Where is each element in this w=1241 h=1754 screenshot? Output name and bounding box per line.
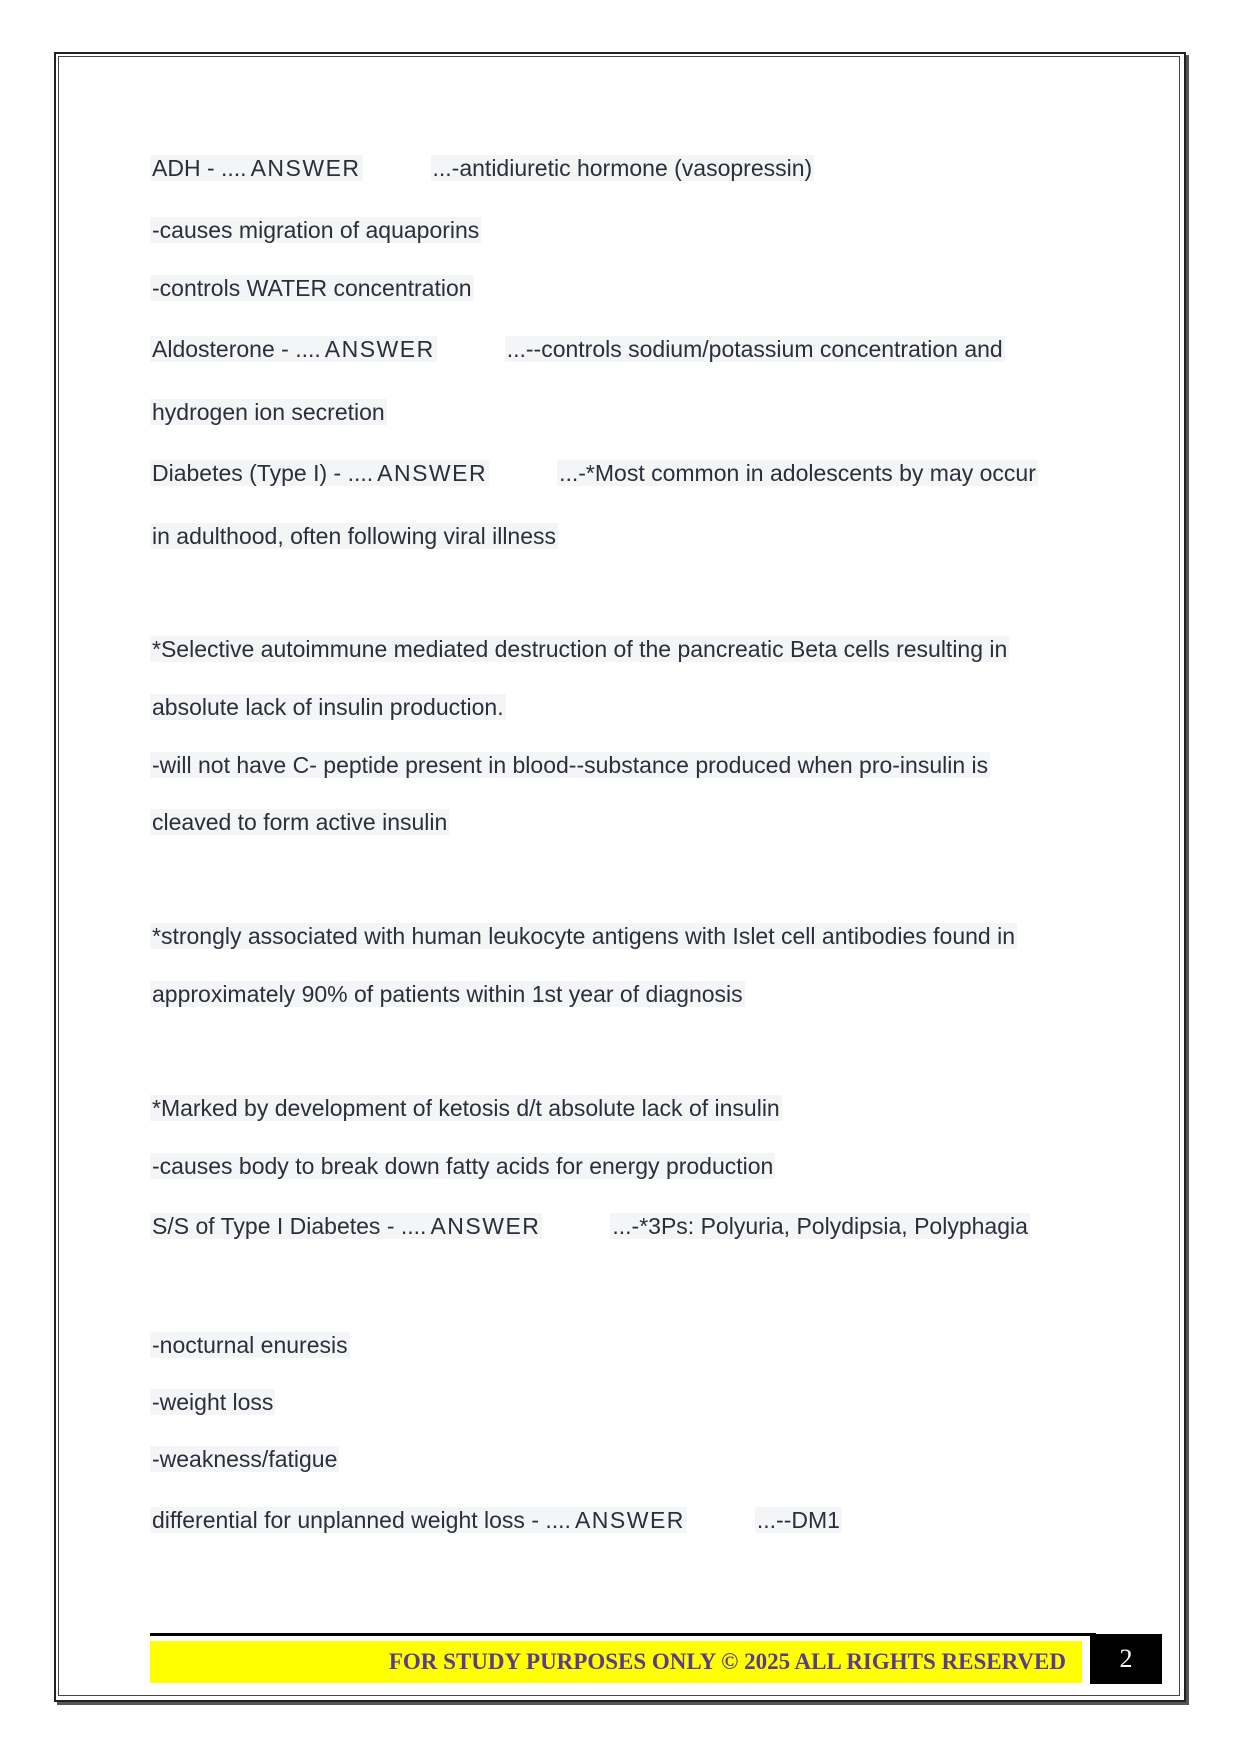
line-text: -nocturnal enuresis <box>152 1332 348 1358</box>
text-line <box>150 632 1009 666</box>
entry-term: differential for unplanned weight loss - .... <box>152 1507 571 1533</box>
line-text: -controls WATER concentration <box>152 275 472 301</box>
entry-term: Aldosterone - .... <box>152 336 321 362</box>
text-line <box>150 271 474 305</box>
line-text: *Marked by development of ketosis d/t absolute lack of insulin <box>152 1095 780 1121</box>
line-text: in adulthood, often following viral illness <box>152 523 557 549</box>
line-text: -causes migration of aquaporins <box>152 217 480 243</box>
text-line <box>150 805 449 839</box>
text-line <box>150 1328 350 1362</box>
answer-label: ANSWER <box>377 460 488 486</box>
entry-aldosterone <box>150 332 1005 366</box>
text-line <box>150 919 1017 953</box>
text-line <box>150 977 745 1011</box>
footer-notice: FOR STUDY PURPOSES ONLY © 2025 ALL RIGHTS RESERVED <box>388 1649 1066 1674</box>
text-line <box>150 1442 339 1476</box>
entry-definition: ...-*Most common in adolescents by may occur <box>559 460 1036 486</box>
text-line <box>150 213 481 247</box>
footer-band <box>150 1641 1082 1683</box>
entry-definition: ...-*3Ps: Polyuria, Polydipsia, Polyphagia <box>612 1213 1028 1239</box>
answer-label: ANSWER <box>250 155 361 181</box>
entry-adh <box>150 151 814 185</box>
entry-definition: ...--controls sodium/potassium concentration and <box>506 336 1003 362</box>
text-line <box>150 395 387 429</box>
text-line <box>150 1149 775 1183</box>
entry-diabetes-type-1 <box>150 456 1038 490</box>
line-text: cleaved to form active insulin <box>152 809 448 835</box>
entry-term: ADH - .... <box>152 155 247 181</box>
line-text: *strongly associated with human leukocyte antigens with Islet cell antibodies found in <box>152 923 1015 949</box>
entry-definition: ...--DM1 <box>756 1507 840 1533</box>
answer-label: ANSWER <box>574 1507 685 1533</box>
text-line <box>150 519 558 553</box>
line-text: approximately 90% of patients within 1st year of diagnosis <box>152 981 743 1007</box>
text-line <box>150 690 506 724</box>
entry-differential-weight-loss <box>150 1503 842 1537</box>
page-number: 2 <box>1090 1634 1162 1684</box>
line-text: hydrogen ion secretion <box>152 399 385 425</box>
text-line <box>150 748 990 782</box>
entry-term: S/S of Type I Diabetes - .... <box>152 1213 427 1239</box>
answer-label: ANSWER <box>324 336 435 362</box>
answer-label: ANSWER <box>430 1213 541 1239</box>
line-text: absolute lack of insulin production. <box>152 694 504 720</box>
entry-term: Diabetes (Type I) - .... <box>152 460 374 486</box>
line-text: -will not have C- peptide present in blood--substance produced when pro-insulin is <box>152 752 989 778</box>
line-text: *Selective autoimmune mediated destruction of the pancreatic Beta cells resulting in <box>152 636 1008 662</box>
entry-ss-type-1-diabetes <box>150 1209 1030 1243</box>
line-text: -weakness/fatigue <box>152 1446 338 1472</box>
line-text: -causes body to break down fatty acids for energy production <box>152 1153 774 1179</box>
footer-rule <box>150 1633 1096 1636</box>
line-text: -weight loss <box>152 1389 274 1415</box>
entry-definition: ...-antidiuretic hormone (vasopressin) <box>432 155 813 181</box>
text-line <box>150 1385 275 1419</box>
text-line <box>150 1091 782 1125</box>
